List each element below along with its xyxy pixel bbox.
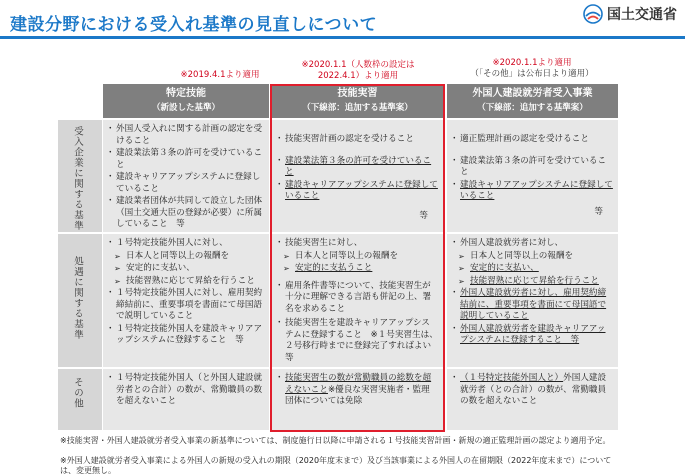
colhead-title: 技能実習 bbox=[337, 88, 378, 99]
rowhead-label: その他 bbox=[72, 377, 83, 409]
colhead-title: 特定技能 bbox=[166, 88, 206, 99]
list-tail: 等 bbox=[594, 206, 603, 217]
colhead-sub: （下線部：追加する基準案） bbox=[302, 103, 413, 113]
list-item: ・ 外国人建設就労者に対し、雇用契約締結前に、重要事項を書面にて母国語で説明していること bbox=[452, 288, 613, 323]
colhead-sub: （新設した基準） bbox=[151, 103, 220, 113]
arrow-item: ➢ 安定的に支払い、 bbox=[108, 263, 264, 275]
underlined-text: （１号特定技能外国人と） bbox=[460, 373, 564, 383]
colhead-ginou-jisshu bbox=[272, 84, 443, 118]
rowhead-sonota bbox=[58, 369, 102, 432]
title-rule bbox=[0, 36, 685, 39]
list-item: ・ 外国人建設就労者を建設キャリアアップシステムに登録すること 等 bbox=[452, 324, 613, 347]
list-item: ・ 外国人建設就労者に対し、 bbox=[452, 238, 613, 250]
list-item: ・ １号特定技能外国人に対し、 bbox=[108, 238, 264, 250]
cell-r2-tokutei bbox=[103, 234, 269, 369]
list-item bbox=[452, 373, 613, 408]
arrow-item: ➢ 技能習熟に応じて昇給を行うこと bbox=[452, 276, 613, 288]
cell-r1-kensetsu bbox=[447, 120, 618, 234]
list-item: ・ 建設キャリアアップシステムに登録していること bbox=[452, 180, 613, 203]
list-item: ・ 雇用条件書等について、技能実習生が十分に理解できる言語も併記の上、署名を求めること bbox=[277, 281, 438, 316]
title-bar bbox=[0, 0, 685, 38]
underlined-text: 技能実習生の数が常勤職員の総数を超えないこと bbox=[285, 373, 432, 395]
arrow-item: ➢ 安定的に支払い、 bbox=[452, 263, 613, 275]
cell-r3-kensetsu bbox=[447, 369, 618, 432]
rowhead-label: 受入企業に関する基準 bbox=[72, 126, 83, 231]
list-item: ・ 建設キャリアアップシステムに登録していること bbox=[277, 180, 438, 203]
list-item: ・ 適正監理計画の認定を受けること bbox=[452, 134, 613, 146]
list-item: ・ 建設業法第３条の許可を受けていること bbox=[108, 148, 264, 171]
list-item: ・ １号特定技能外国人を建設キャリアアップシステムに登録すること 等 bbox=[108, 324, 264, 347]
ministry-logo bbox=[583, 4, 677, 24]
note-col3-line2: （「その他」は公布日より適用） bbox=[470, 69, 594, 79]
list-item: ・ 技能実習生を建設キャリアアップシステムに登録すること ※１号実習生は、２号移行時までに登録完了すればよい 等 bbox=[277, 318, 438, 364]
list-item: ・ 建設キャリアアップシステムに登録していること bbox=[108, 172, 264, 195]
page-title: 建設分野における受入れ基準の見直しについて bbox=[10, 15, 378, 35]
arrow-item: ➢ 技能習熟に応じて昇給を行うこと bbox=[108, 276, 264, 288]
arrow-item: ➢ 安定的に支払うこと bbox=[277, 263, 438, 275]
list-item: ・ １号特定技能外国人に対し、雇用契約締結前に、重要事項を書面にて母国語で説明していること bbox=[108, 288, 264, 323]
list-item: ・ １号特定技能外国人（と外国人建設就労者との合計）の数が、常勤職員の数を超えないこと bbox=[108, 373, 264, 408]
colhead-title: 外国人建設就労者受入事業 bbox=[472, 88, 593, 99]
list-item bbox=[277, 373, 438, 408]
arrow-item: ➢ 日本人と同等以上の報酬を bbox=[108, 251, 264, 263]
mlit-logo-icon bbox=[583, 4, 603, 24]
cell-r3-tokutei bbox=[103, 369, 269, 432]
body-text: 外国人建設就労者（との合計）の数が、常勤職員の数を超えないこと bbox=[460, 373, 607, 406]
colhead-gaikokujin-kensetsu bbox=[447, 84, 618, 118]
cell-r2-kensetsu bbox=[447, 234, 618, 369]
rowhead-shogu bbox=[58, 234, 102, 369]
rowhead-label: 処遇に関する基準 bbox=[72, 256, 83, 340]
arrow-item: ➢ 日本人と同等以上の報酬を bbox=[277, 251, 438, 263]
list-item: ・ 建設業法第３条の許可を受けていること bbox=[277, 156, 438, 179]
cell-r1-tokutei bbox=[103, 120, 269, 234]
rowhead-ukeire bbox=[58, 120, 102, 234]
note-col3-line1: ※2020.1.1より適用 bbox=[492, 58, 572, 68]
footer-note-1: ※技能実習・外国人建設就労者受入事業の新基準については、制度施行日以降に申請される１号技能実習計画・新規の適正監理計画の認定より適用予定。 bbox=[60, 436, 611, 445]
cell-r2-jisshu bbox=[272, 234, 443, 369]
colhead-tokutei bbox=[103, 84, 269, 118]
list-item: ・ 建設業者団体が共同して設立した団体（国土交通大臣の登録が必要）に所属していること 等 bbox=[108, 196, 264, 231]
footer-note-2: ※外国人建設就労者受入事業による外国人の新規の受入れの期限（2020年度末まで）及び当該事業による外国人の在留期限（2022年度末まで）については、変更無し。 bbox=[60, 456, 612, 475]
list-item: ・ 建設業法第３条の許可を受けていること bbox=[452, 156, 613, 179]
cell-r1-jisshu bbox=[272, 120, 443, 234]
list-tail: 等 bbox=[419, 210, 428, 221]
colhead-sub: （下線部：追加する基準案） bbox=[477, 103, 588, 113]
logo-text: 国土交通省 bbox=[607, 7, 677, 23]
list-item: ・ 技能実習計画の認定を受けること bbox=[277, 134, 438, 146]
note-text: ※優良な実習実施者・監理団体については免除 bbox=[285, 384, 430, 406]
note-col2-line1: ※2020.1.1（人数枠の設定は bbox=[301, 60, 415, 70]
list-item: ・ 技能実習生に対し、 bbox=[277, 238, 438, 250]
arrow-item: ➢ 日本人と同等以上の報酬を bbox=[452, 251, 613, 263]
note-col1: ※2019.4.1より適用 bbox=[180, 70, 260, 80]
note-col2-line2: 2022.4.1）より適用 bbox=[317, 71, 399, 81]
cell-r3-jisshu bbox=[272, 369, 443, 432]
list-item: ・ 外国人受入れに関する計画の認定を受けること bbox=[108, 124, 264, 147]
